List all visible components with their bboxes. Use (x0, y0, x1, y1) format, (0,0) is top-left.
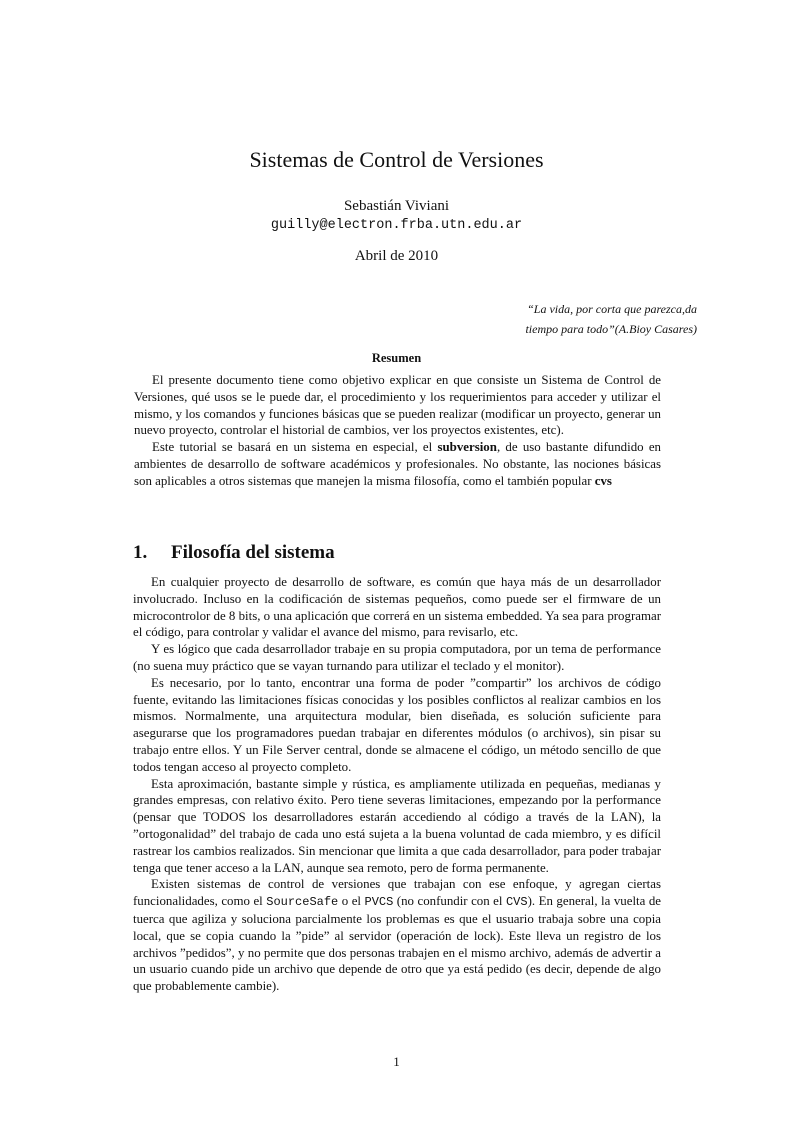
paper-title: Sistemas de Control de Versiones (249, 147, 544, 172)
abstract (134, 372, 661, 490)
body-text: o el (338, 894, 365, 909)
abstract-text: , de uso bastante difundido en ambientes de desarrollo de software académicos y profesionales. No obstante, las nociones básicas son aplicables a otros sistemas que manejen la misma filosofía, como el también popular (134, 440, 661, 488)
section-body (133, 574, 661, 995)
abstract-text: Este tutorial se basará en un sistema en especial, el (152, 440, 438, 455)
epigraph-line-1: “La vida, por corta que parezca,da (527, 302, 697, 316)
body-text: ). En general, la vuelta de tuerca que agiliza y soluciona parcialmente los problemas es que el usuario trabaja sobre una copia local, que se copia cuando la ”pide” al servidor (operación de lock). Este lleva un registro de los archivos ”pedidos”, y no permite que dos personas trabajen en el mismo archivo, además de advertir a un usuario cuando pide un archivo que depende de otro que ya está pedido (es decir, depende de algo que probablemente cambie). (133, 894, 661, 994)
body-text: Existen sistemas de control de versiones que trabajan con ese enfoque, y agregan ciertas funcionalidades, como el (133, 877, 661, 909)
body-paragraph-5 (133, 876, 661, 995)
author-email: guilly@electron.frba.utn.edu.ar (270, 218, 523, 233)
body-paragraph-1: En cualquier proyecto de desarrollo de software, es común que haya más de un desarrollador involucrado. Incluso en la codificación de sistemas pequeños, como puede ser el firmware de un microcontrolor de 8 bits, o una aplicación que correrá en un sistema embedded. Ya sea para programar el código, para controlar y validar el avance del mismo, para revisarlo, etc. (133, 575, 661, 640)
code-pvcs: PVCS (364, 895, 394, 910)
abstract-paragraph-1: El presente documento tiene como objetivo explicar en que consiste un Sistema de Control de Versiones, qué usos se le puede dar, el procedimiento y los requerimientos para acceder y utilizar el mismo, y los comandos y funciones básicas que se pueden realizar (modificar un proyecto, generar un nuevo proyecto, controlar el historial de cambios, ver los proyectos existentes, etc). (134, 373, 661, 438)
publication-date: Abril de 2010 (354, 248, 439, 264)
abstract-heading: Resumen (371, 351, 422, 365)
body-text: (no confundir con el (393, 894, 506, 909)
epigraph (397, 299, 697, 339)
body-paragraph-4: Esta aproximación, bastante simple y rústica, es ampliamente utilizada en pequeñas, medianas y grandes empresas, con relativo éxito. Pero tiene severas limitaciones, empezando por la performance (pensar que TODOS los desarrolladores estarán accediendo al código a través de la LAN), la ”ortogonalidad” del trabajo de cada uno está sujeta a la buena voluntad de cada miembro, y es difícil rastrear los cambios realizados. Sin mencionar que limita a que cada desarrollador, para poder trabajar tenga que tener acceso a la LAN, aunque sea remoto, pero de forma permanente. (133, 776, 661, 875)
epigraph-line-2: tiempo para todo”(A.Bioy Casares) (525, 322, 697, 336)
section-heading (133, 540, 335, 566)
page-number: 1 (393, 1054, 400, 1069)
code-cvs: CVS (505, 895, 528, 910)
abstract-subversion-term: subversion (437, 440, 497, 455)
abstract-cvs-term: cvs (594, 473, 612, 488)
section-number: 1. (133, 542, 148, 563)
author-name: Sebastián Viviani (343, 198, 450, 214)
body-paragraph-3: Es necesario, por lo tanto, encontrar una forma de poder ”compartir” los archivos de código fuente, evitando las limitaciones físicas conocidas y los posibles conflictos al realizar cambios en los mismos. Normalmente, una arquitectura modular, bien diseñada, es solución suficiente para asegurarse que los programadores puedan trabajar en diferentes módulos (o archivos), sin pisar su trabajo entre ellos. Y un File Server central, donde se almacene el código, un método sencillo de que todos tengan acceso al proyecto completo. (133, 675, 661, 774)
code-sourcesafe: SourceSafe (266, 895, 339, 910)
body-paragraph-2: Y es lógico que cada desarrollador trabaje en su propia computadora, por un tema de performance (no suena muy práctico que se vayan turnando para utilizar el teclado y el monitor). (133, 642, 661, 673)
section-title: Filosofía del sistema (171, 542, 335, 563)
abstract-paragraph-2 (134, 439, 661, 489)
